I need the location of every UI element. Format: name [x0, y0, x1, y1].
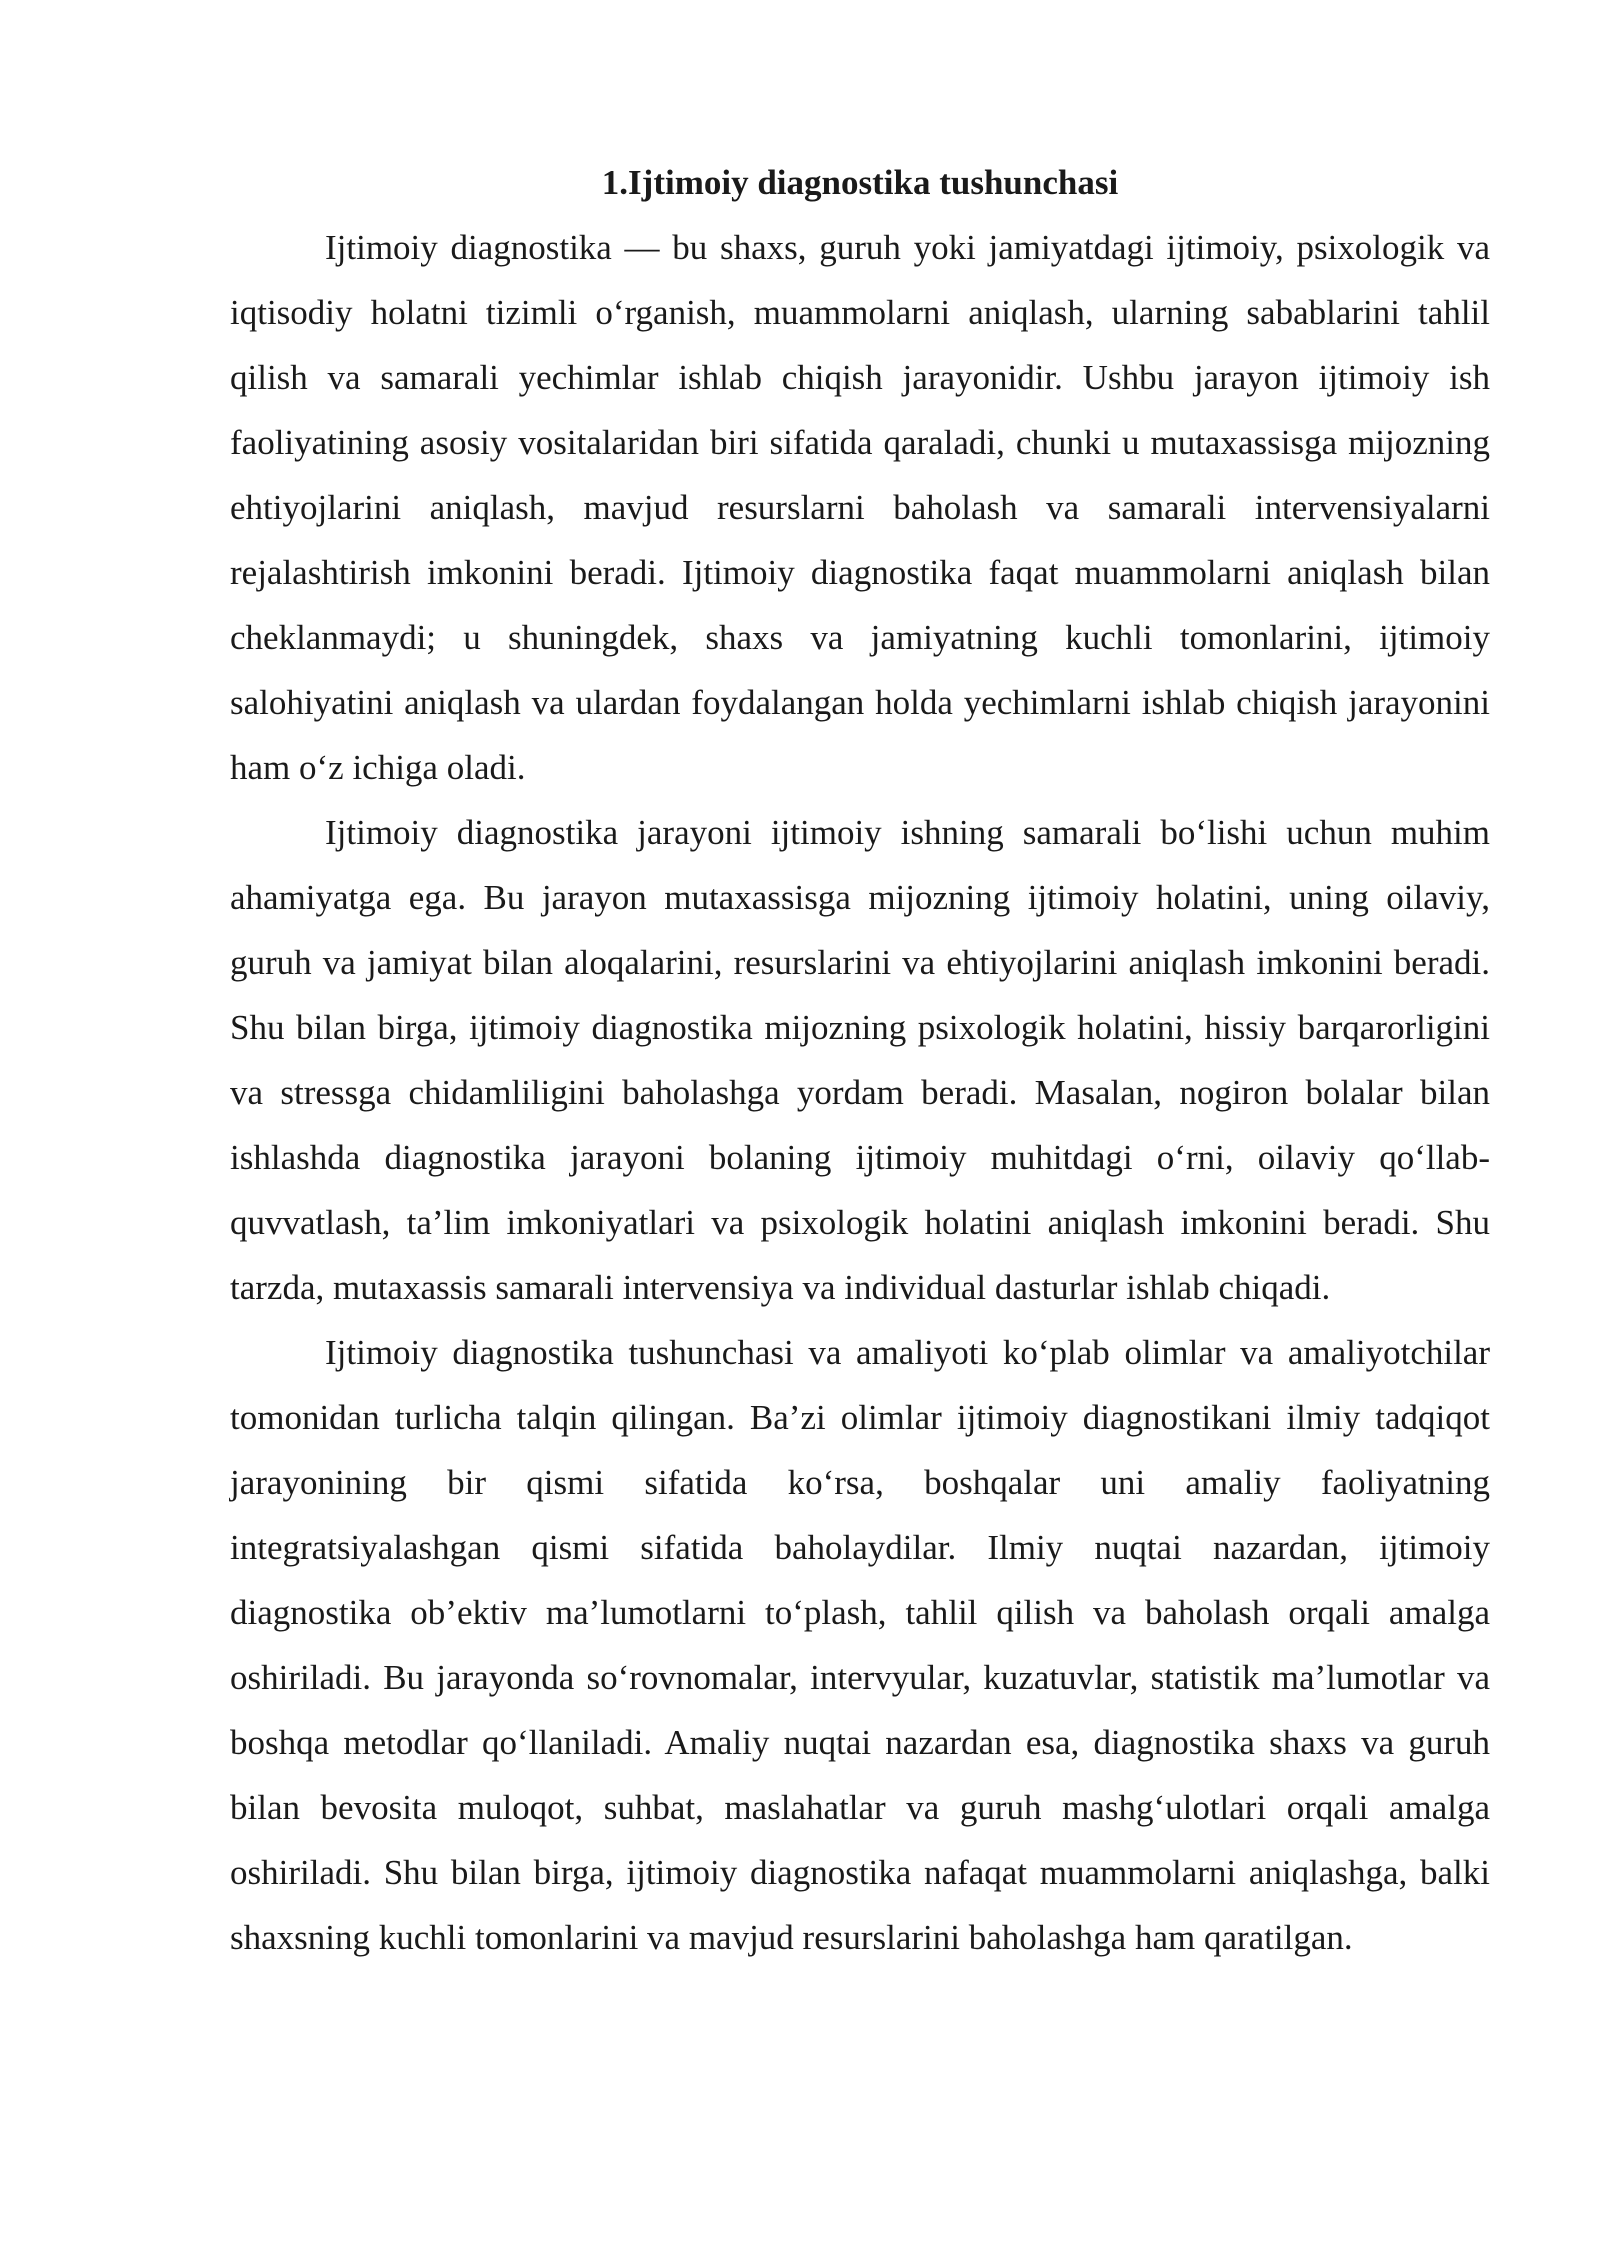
document-body: [230, 150, 1490, 1970]
paragraph-interpretations: Ijtimoiy diagnostika tushunchasi va amaliyoti ko‘plab olimlar va amaliyotchilar tomonidan turlicha talqin qilingan. Ba’zi olimlar ijtimoiy diagnostikani ilmiy tadqiqot jarayonining bir qismi sifatida ko‘rsa, boshqalar uni amaliy faoliyatning integratsiyalashgan qismi sifatida baholaydilar. Ilmiy nuqtai nazardan, ijtimoiy diagnostika ob’ektiv ma’lumotlarni to‘plash, tahlil qilish va baholash orqali amalga oshiriladi. Bu jarayonda so‘rovnomalar, intervyular, kuzatuvlar, statistik ma’lumotlar va boshqa metodlar qo‘llaniladi. Amaliy nuqtai nazardan esa, diagnostika shaxs va guruh bilan bevosita muloqot, suhbat, maslahatlar va guruh mashg‘ulotlari orqali amalga oshiriladi. Shu bilan birga, ijtimoiy diagnostika nafaqat muammolarni aniqlashga, balki shaxsning kuchli tomonlarini va mavjud resurslarini baholashga ham qaratilgan.: [230, 1333, 1490, 1957]
section-heading: 1.Ijtimoiy diagnostika tushunchasi: [601, 163, 1119, 202]
paragraph-definition: Ijtimoiy diagnostika — bu shaxs, guruh yoki jamiyatdagi ijtimoiy, psixologik va iqtisodiy holatni tizimli o‘rganish, muammolarni aniqlash, ularning sabablarini tahlil qilish va samarali yechimlar ishlab chiqish jarayonidir. Ushbu jarayon ijtimoiy ish faoliyatining asosiy vositalaridan biri sifatida qaraladi, chunki u mutaxassisga mijozning ehtiyojlarini aniqlash, mavjud resurslarni baholash va samarali intervensiyalarni rejalashtirish imkonini beradi. Ijtimoiy diagnostika faqat muammolarni aniqlash bilan cheklanmaydi; u shuningdek, shaxs va jamiyatning kuchli tomonlarini, ijtimoiy salohiyatini aniqlash va ulardan foydalangan holda yechimlarni ishlab chiqish jarayonini ham o‘z ichiga oladi.: [230, 228, 1490, 787]
paragraph-importance: Ijtimoiy diagnostika jarayoni ijtimoiy ishning samarali bo‘lishi uchun muhim ahamiyatga ega. Bu jarayon mutaxassisga mijozning ijtimoiy holatini, uning oilaviy, guruh va jamiyat bilan aloqalarini, resurslarini va ehtiyojlarini aniqlash imkonini beradi. Shu bilan birga, ijtimoiy diagnostika mijozning psixologik holatini, hissiy barqarorligini va stressga chidamliligini baholashga yordam beradi. Masalan, nogiron bolalar bilan ishlashda diagnostika jarayoni bolaning ijtimoiy muhitdagi o‘rni, oilaviy qo‘llab-quvvatlash, ta’lim imkoniyatlari va psixologik holatini aniqlash imkonini beradi. Shu tarzda, mutaxassis samarali intervensiya va individual dasturlar ishlab chiqadi.: [230, 813, 1490, 1307]
